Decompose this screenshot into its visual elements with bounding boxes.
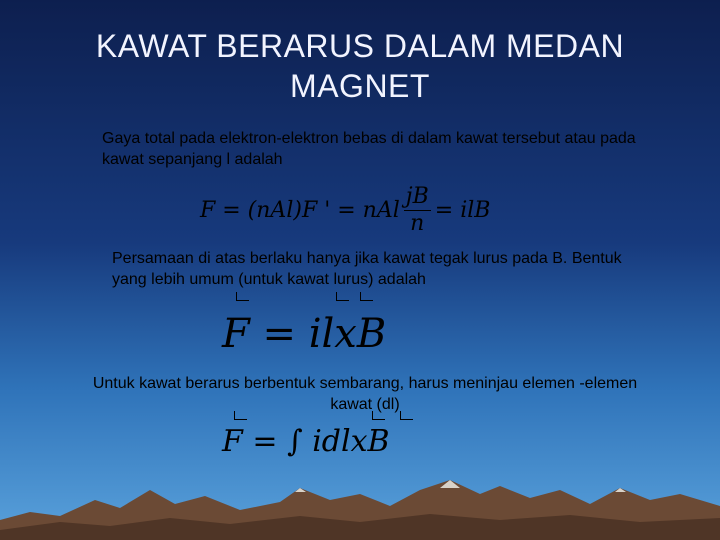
- paragraph-intro: Gaya total pada elektron-elektron bebas di dalam kawat tersebut atau pada kawat sepanjang l adalah: [102, 130, 636, 168]
- fraction: [404, 184, 431, 237]
- fraction-numerator: jB: [405, 184, 429, 209]
- paragraph-arbitrary-wire: Untuk kawat berarus berbentuk sembarang, harus meninjau elemen -elemen kawat (dl): [92, 375, 638, 413]
- slide-title: KAWAT BERARUS DALAM MEDAN MAGNET: [95, 28, 625, 104]
- equation-lhs: F = (nAl)F ' = nAl: [200, 198, 400, 223]
- equation-rhs: = ilB: [434, 198, 491, 223]
- paragraph-condition: Persamaan di atas berlaku hanya jika kawat tegak lurus pada B. Bentuk yang lebih umum (untuk kawat lurus) adalah: [112, 250, 622, 288]
- equation-force-total: [200, 184, 490, 237]
- vector-mark: [400, 411, 413, 420]
- vector-mark: [234, 411, 247, 420]
- equation-integral: F = ∫ idlxB: [222, 424, 390, 459]
- mountain-range-image: [0, 460, 720, 540]
- fraction-denominator: n: [410, 211, 425, 236]
- vector-mark: [236, 292, 249, 301]
- vector-mark: [372, 411, 385, 420]
- vector-mark: [336, 292, 349, 301]
- equation-straight-wire: F = ilxB: [222, 311, 387, 357]
- vector-mark: [360, 292, 373, 301]
